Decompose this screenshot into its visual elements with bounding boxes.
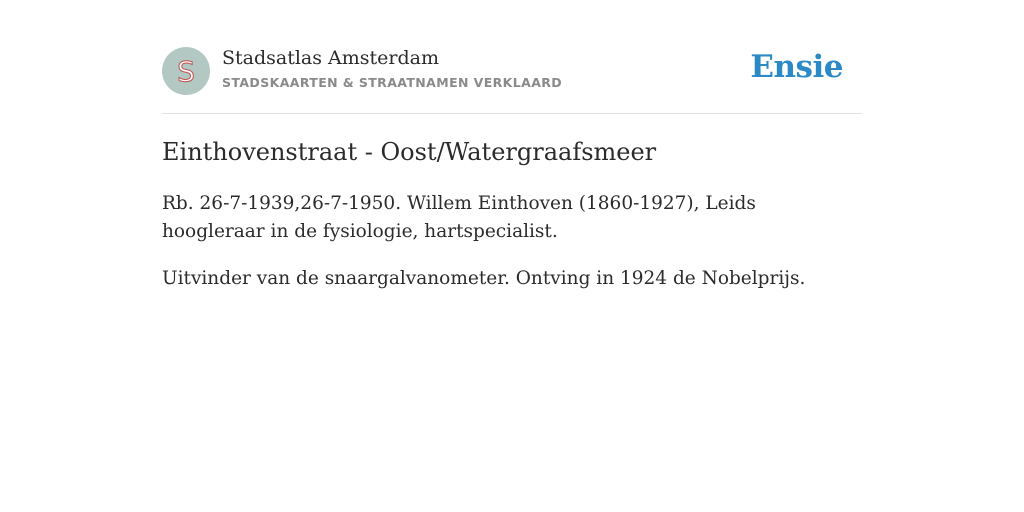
- site-logo[interactable]: Ensie: [750, 49, 843, 85]
- brand: [222, 47, 562, 91]
- article: [162, 114, 862, 293]
- avatar[interactable]: [162, 47, 210, 95]
- article-paragraph: Rb. 26-7-1939,26-7-1950. Willem Einthoven (1860-1927), Leids hoogleraar in de fysiologie, hartspecialist.: [162, 193, 756, 242]
- brand-title[interactable]: Stadsatlas Amsterdam: [222, 47, 440, 69]
- brand-subtitle: STADSKAARTEN & STRAATNAMEN VERKLAARD: [222, 75, 563, 90]
- avatar-letter: S: [177, 55, 195, 88]
- header: [162, 47, 862, 114]
- article-paragraph: Uitvinder van de snaargalvanometer. Ontving in 1924 de Nobelprijs.: [162, 268, 806, 289]
- page: [162, 0, 862, 293]
- page-title: Einthovenstraat - Oost/Watergraafsmeer: [162, 138, 657, 166]
